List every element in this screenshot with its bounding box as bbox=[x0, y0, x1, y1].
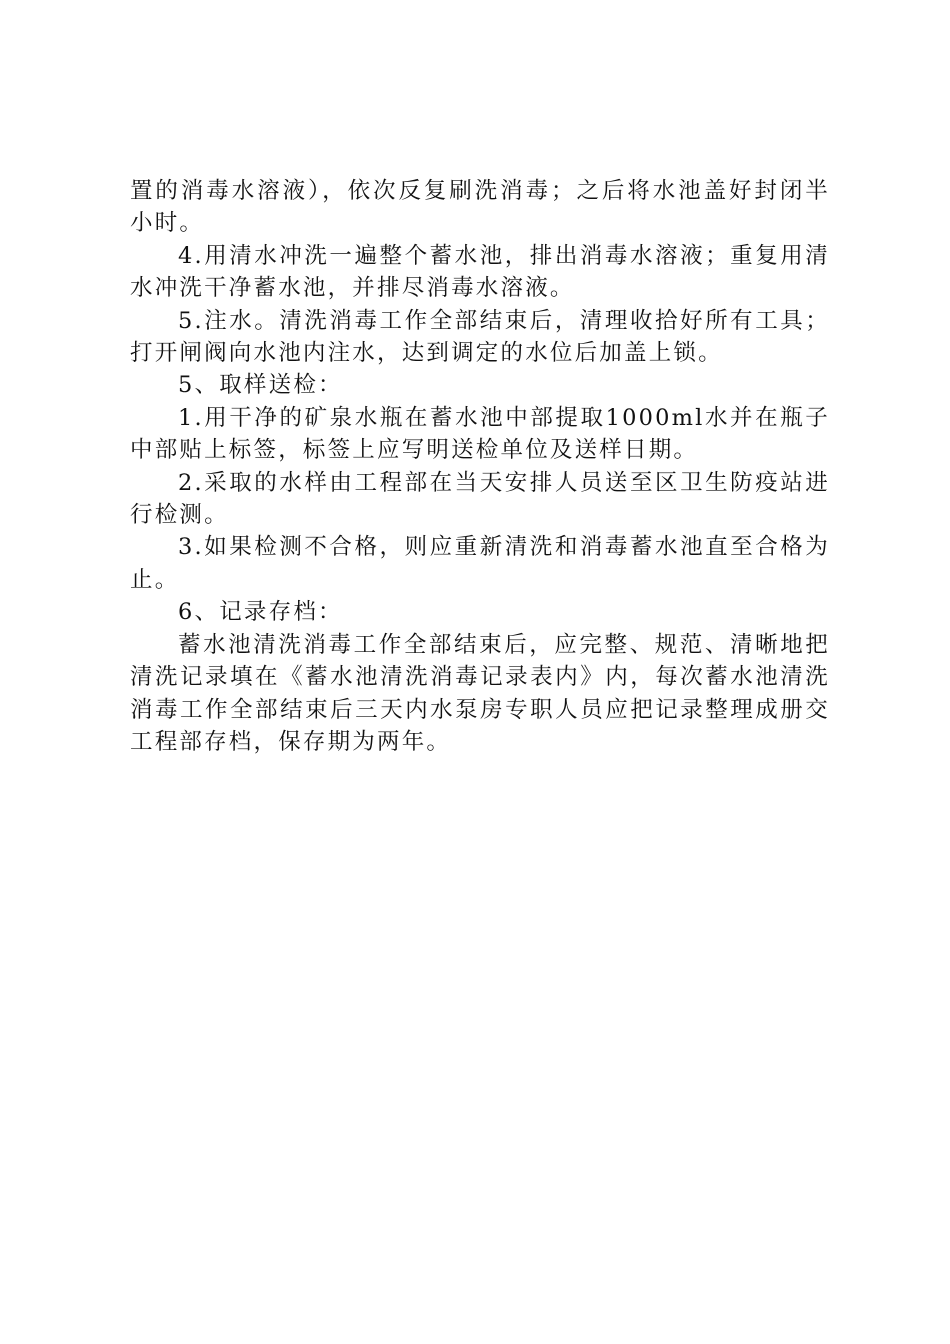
paragraph-records-archive: 蓄水池清洗消毒工作全部结束后，应完整、规范、清晰地把清洗记录填在《蓄水池清洗消毒记录表内》内，每次蓄水池清洗消毒工作全部结束后三天内水泵房专职人员应把记录整理成册交工程部存档，保存期为两年。 bbox=[130, 631, 830, 755]
section-heading-records: 6、记录存档： bbox=[178, 599, 343, 626]
paragraph-step-5-fill-water: 5.注水。清洗消毒工作全部结束后，清理收拾好所有工具；打开闸阀向水池内注水，达到调定的水位后加盖上锁。 bbox=[130, 307, 830, 367]
paragraph-disinfect-continued: 置的消毒水溶液），依次反复刷洗消毒；之后将水池盖好封闭半小时。 bbox=[130, 178, 830, 237]
paragraph-step-4-rinse: 4.用清水冲洗一遍整个蓄水池，排出消毒水溶液；重复用清水冲洗干净蓄水池，并排尽消毒水溶液。 bbox=[130, 242, 830, 302]
paragraph-sampling-step-2: 2.采取的水样由工程部在当天安排人员送至区卫生防疫站进行检测。 bbox=[130, 469, 830, 529]
paragraph-sampling-step-1: 1.用干净的矿泉水瓶在蓄水池中部提取1000ml水并在瓶子中部贴上标签，标签上应写明送检单位及送样日期。 bbox=[130, 404, 830, 464]
document-body bbox=[130, 175, 830, 758]
paragraph-sampling-step-3: 3.如果检测不合格，则应重新清洗和消毒蓄水池直至合格为止。 bbox=[130, 534, 830, 593]
section-heading-sampling: 5、取样送检： bbox=[178, 372, 343, 399]
